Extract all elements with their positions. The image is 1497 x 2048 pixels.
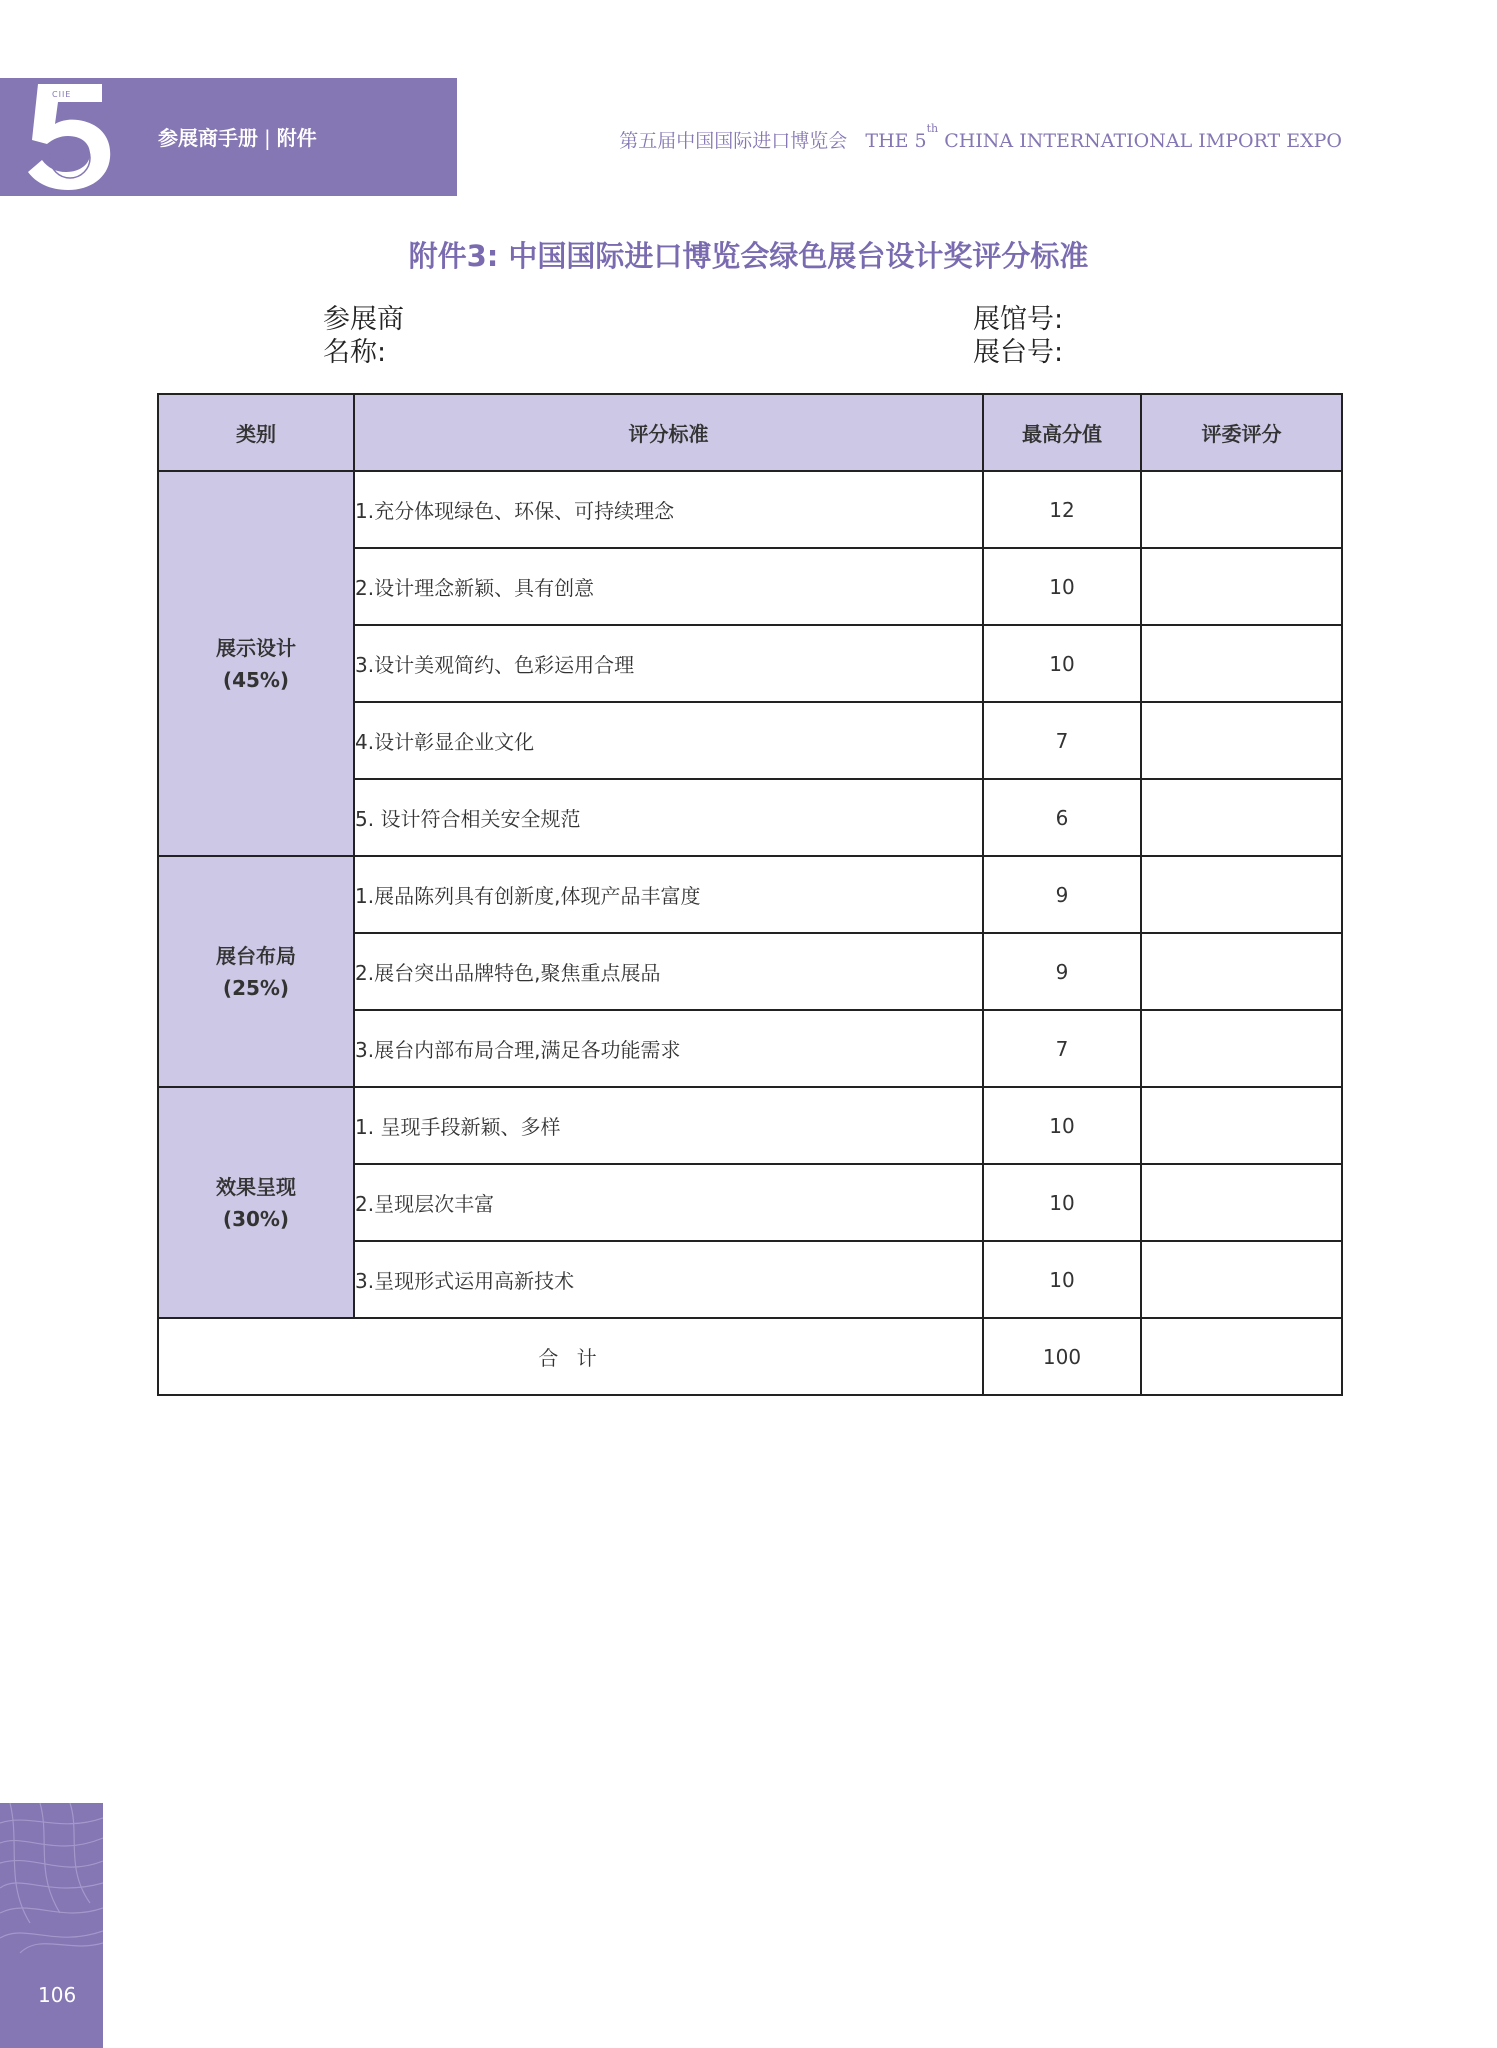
criterion-cell: 5. 设计符合相关安全规范 — [354, 779, 983, 856]
judge-score-cell[interactable] — [1141, 1087, 1342, 1164]
table-header-row — [158, 394, 1342, 471]
max-score-cell: 10 — [983, 625, 1141, 702]
header-section-title — [158, 122, 317, 151]
table-row — [158, 1087, 1342, 1164]
judge-score-cell[interactable] — [1141, 933, 1342, 1010]
page-title: 附件3: 中国国际进口博览会绿色展台设计奖评分标准 — [408, 239, 1089, 273]
column-header: 类别 — [158, 394, 354, 471]
section-label: 参展商手册 — [158, 126, 258, 150]
subsection-label: 附件 — [276, 126, 317, 150]
category-weight: (25%) — [222, 975, 290, 1000]
criterion-cell: 3.展台内部布局合理,满足各功能需求 — [354, 1010, 983, 1087]
criterion-cell: 4.设计彰显企业文化 — [354, 702, 983, 779]
table-row — [158, 856, 1342, 933]
judge-score-cell[interactable] — [1141, 625, 1342, 702]
max-score-cell: 7 — [983, 702, 1141, 779]
expo-name-cn: 第五届中国国际进口博览会 — [619, 130, 848, 152]
criterion-cell: 3.设计美观简约、色彩运用合理 — [354, 625, 983, 702]
category-cell — [158, 1087, 354, 1318]
max-score-cell: 10 — [983, 1087, 1141, 1164]
max-score-cell: 12 — [983, 471, 1141, 548]
criterion-cell: 2.呈现层次丰富 — [354, 1164, 983, 1241]
hall-booth-labels — [973, 303, 1063, 369]
column-header: 最高分值 — [983, 394, 1141, 471]
column-header: 评委评分 — [1141, 394, 1342, 471]
expo-name — [619, 122, 1342, 153]
category-name: 展台布局 — [216, 943, 296, 968]
max-score-cell: 7 — [983, 1010, 1141, 1087]
footer-band — [0, 1803, 103, 2048]
criterion-cell: 2.展台突出品牌特色,聚焦重点展品 — [354, 933, 983, 1010]
category-weight: (45%) — [222, 667, 290, 692]
expo-name-en-pre: THE 5 — [865, 130, 927, 152]
exhibitor-label-line1: 参展商 — [323, 304, 404, 335]
criterion-cell: 3.呈现形式运用高新技术 — [354, 1241, 983, 1318]
decorative-pattern-icon — [0, 1803, 103, 1973]
max-score-cell: 9 — [983, 856, 1141, 933]
criterion-cell: 2.设计理念新颖、具有创意 — [354, 548, 983, 625]
total-row — [158, 1318, 1342, 1395]
max-score-cell: 9 — [983, 933, 1141, 1010]
scoring-table — [157, 393, 1343, 1396]
judge-score-cell[interactable] — [1141, 548, 1342, 625]
exhibitor-label-line2: 名称: — [323, 337, 387, 368]
max-score-cell: 10 — [983, 548, 1141, 625]
judge-score-cell[interactable] — [1141, 779, 1342, 856]
category-name: 展示设计 — [216, 635, 296, 660]
criterion-cell: 1.充分体现绿色、环保、可持续理念 — [354, 471, 983, 548]
total-max-score: 100 — [983, 1318, 1141, 1395]
column-header: 评分标准 — [354, 394, 983, 471]
judge-score-cell[interactable] — [1141, 702, 1342, 779]
expo-name-en-sup: th — [926, 122, 939, 135]
judge-score-cell[interactable] — [1141, 471, 1342, 548]
total-label: 合 计 — [158, 1318, 983, 1395]
category-cell — [158, 856, 354, 1087]
total-judge-score-cell[interactable] — [1141, 1318, 1342, 1395]
category-name: 效果呈现 — [216, 1174, 296, 1199]
page-number: 106 — [38, 1983, 77, 2007]
category-cell — [158, 471, 354, 856]
separator: | — [264, 126, 271, 150]
hall-number-label: 展馆号: — [973, 304, 1064, 335]
max-score-cell: 10 — [983, 1164, 1141, 1241]
category-weight: (30%) — [222, 1206, 290, 1231]
table-row — [158, 471, 1342, 548]
judge-score-cell[interactable] — [1141, 1164, 1342, 1241]
judge-score-cell[interactable] — [1141, 1241, 1342, 1318]
max-score-cell: 6 — [983, 779, 1141, 856]
logo-caption: CIIE — [52, 90, 72, 99]
expo-name-en-post: CHINA INTERNATIONAL IMPORT EXPO — [938, 130, 1342, 152]
judge-score-cell[interactable] — [1141, 856, 1342, 933]
criterion-cell: 1.展品陈列具有创新度,体现产品丰富度 — [354, 856, 983, 933]
criterion-cell: 1. 呈现手段新颖、多样 — [354, 1087, 983, 1164]
booth-number-label: 展台号: — [973, 337, 1064, 368]
judge-score-cell[interactable] — [1141, 1010, 1342, 1087]
max-score-cell: 10 — [983, 1241, 1141, 1318]
exhibitor-name-label — [323, 303, 404, 369]
